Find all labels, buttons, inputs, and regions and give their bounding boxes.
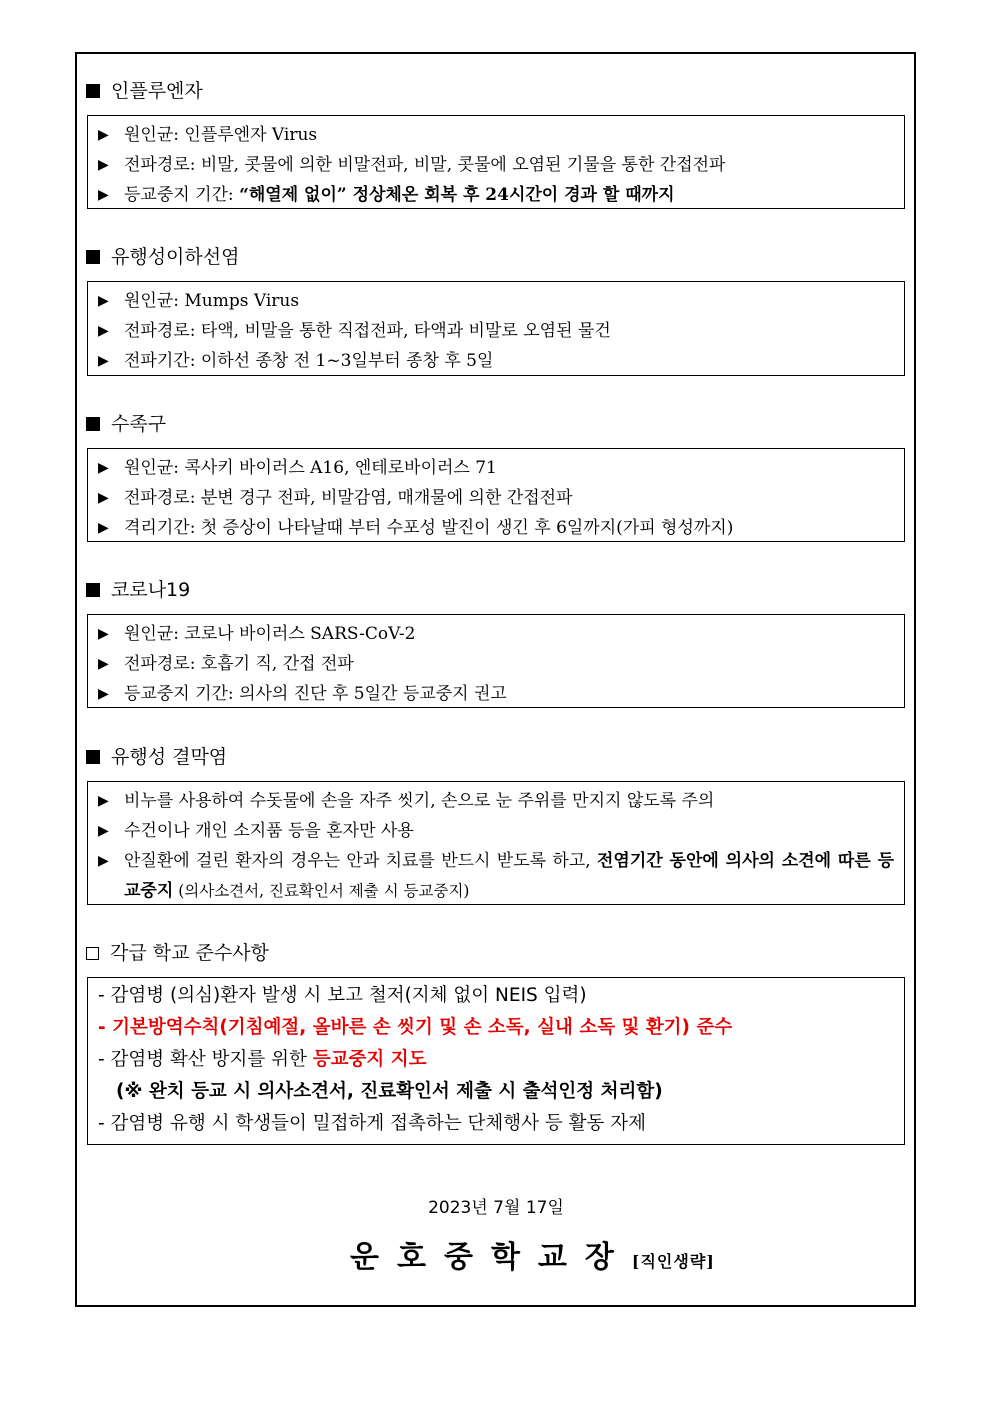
- seal-omitted-note: [직인생략]: [631, 1252, 715, 1271]
- list-item: [88, 786, 904, 816]
- arrow-icon: ▶: [98, 157, 109, 173]
- section-title-covid19: [86, 578, 190, 602]
- section-title-mumps: [86, 245, 239, 269]
- list-item: [88, 346, 904, 376]
- item-text: 안질환에 걸린 환자의 경우는 안과 치료를 반드시 받도록 하고,: [124, 851, 597, 871]
- item-text: 원인균: 코로나 바이러스 SARS-CoV-2: [124, 624, 416, 644]
- list-item: [88, 619, 904, 649]
- item-text: 등교중지 기간:: [124, 185, 240, 205]
- list-item: [88, 816, 904, 846]
- item-bold-text: 전염기간 동안에 의사의 소견에 따른 등교중지: [124, 851, 895, 901]
- arrow-icon: ▶: [98, 460, 109, 476]
- item-text: 전파경로: 호흡기 직, 간접 전파: [124, 654, 354, 674]
- black-square-icon: [86, 84, 100, 98]
- arrow-icon: ▶: [98, 187, 109, 203]
- item-text: 비누를 사용하여 수돗물에 손을 자주 씻기, 손으로 눈 주위를 만지지 않도록 주의: [124, 791, 715, 811]
- arrow-icon: ▶: [98, 823, 109, 839]
- item-text: 전파경로: 분변 경구 전파, 비말감염, 매개물에 의한 간접전파: [124, 488, 573, 508]
- arrow-icon: ▶: [98, 323, 109, 339]
- hollow-square-icon: [86, 947, 99, 960]
- black-square-icon: [86, 417, 100, 431]
- arrow-icon: ▶: [98, 353, 109, 369]
- item-text: 수건이나 개인 소지품 등을 혼자만 사용: [124, 821, 414, 841]
- arrow-icon: ▶: [98, 656, 109, 672]
- section-box-school-rules: [87, 977, 905, 1145]
- section-box-mumps: [87, 281, 905, 376]
- document-date: 2023년 7월 17일: [428, 1198, 564, 1218]
- item-text: 등교중지 기간: 의사의 진단 후 5일간 등교중지 권고: [124, 684, 507, 704]
- rule-red-text: 등교중지 지도: [312, 1049, 427, 1070]
- section-title-school-rules: [86, 941, 269, 965]
- signature-block: [350, 1232, 715, 1276]
- black-square-icon: [86, 750, 100, 764]
- arrow-icon: ▶: [98, 793, 109, 809]
- item-text: 원인균: 콕사키 바이러스 A16, 엔테로바이러스 71: [124, 458, 497, 478]
- rule-text: - 감염병 확산 방지를 위한: [98, 1049, 313, 1070]
- arrow-icon: ▶: [98, 853, 109, 869]
- arrow-icon: ▶: [98, 520, 109, 536]
- rule-line: - 감염병 유행 시 학생들이 밀접하게 접촉하는 단체행사 등 활동 자제: [98, 1113, 647, 1134]
- list-item: [88, 649, 904, 679]
- list-item: [88, 453, 904, 483]
- section-box-covid19: [87, 614, 905, 708]
- section-title-text: 각급 학교 준수사항: [110, 942, 269, 964]
- arrow-icon: ▶: [98, 293, 109, 309]
- rule-line: [88, 1044, 904, 1076]
- rule-line: - 감염병 (의심)환자 발생 시 보고 철저(지체 없이 NEIS 입력): [98, 985, 587, 1006]
- section-title-text: 수족구: [111, 413, 167, 435]
- section-title-text: 유행성이하선염: [111, 246, 240, 268]
- section-title-influenza: [86, 79, 203, 103]
- list-item: [88, 180, 904, 210]
- arrow-icon: ▶: [98, 686, 109, 702]
- list-item: [88, 679, 904, 709]
- arrow-icon: ▶: [98, 127, 109, 143]
- item-text: 전파기간: 이하선 종창 전 1~3일부터 종창 후 5일: [124, 351, 494, 371]
- section-title-text: 인플루엔자: [111, 80, 203, 102]
- rule-line-red: - 기본방역수칙(기침예절, 올바른 손 씻기 및 손 소독, 실내 소독 및 환기) 준수: [98, 1017, 733, 1038]
- list-item: [88, 120, 904, 150]
- list-item: [88, 316, 904, 346]
- item-text: 전파경로: 비말, 콧물에 의한 비말전파, 비말, 콧물에 오염된 기물을 통한 간접전파: [124, 155, 726, 175]
- item-text: 원인균: Mumps Virus: [124, 291, 300, 311]
- list-item: [88, 286, 904, 316]
- item-text: 격리기간: 첫 증상이 나타날때 부터 수포성 발진이 생긴 후 6일까지(가피 형성까지): [124, 518, 734, 538]
- section-box-conjunctivitis: [87, 781, 905, 905]
- section-title-hfmd: [86, 412, 166, 436]
- arrow-icon: ▶: [98, 490, 109, 506]
- list-item: [88, 513, 904, 543]
- item-text: 원인균: 인플루엔자 Virus: [124, 125, 318, 145]
- arrow-icon: ▶: [98, 626, 109, 642]
- list-item: [88, 846, 904, 906]
- list-item: [88, 483, 904, 513]
- black-square-icon: [86, 583, 100, 597]
- item-text: 전파경로: 타액, 비말을 통한 직접전파, 타액과 비말로 오염된 물건: [124, 321, 611, 341]
- item-bold-text: “해열제 없이” 정상체온 회복 후 24시간이 경과 할 때까지: [239, 185, 675, 205]
- black-square-icon: [86, 250, 100, 264]
- section-title-conjunctivitis: [86, 745, 227, 769]
- item-suffix-text: (의사소견서, 진료확인서 제출 시 등교중지): [173, 882, 470, 900]
- rule-note: (※ 완치 등교 시 의사소견서, 진료확인서 제출 시 출석인정 처리함): [116, 1081, 663, 1102]
- list-item: [88, 150, 904, 180]
- section-box-influenza: [87, 115, 905, 209]
- section-title-text: 유행성 결막염: [111, 746, 228, 768]
- school-principal-name: 운호중학교장: [350, 1240, 632, 1275]
- section-box-hfmd: [87, 448, 905, 542]
- section-title-text: 코로나19: [111, 579, 191, 601]
